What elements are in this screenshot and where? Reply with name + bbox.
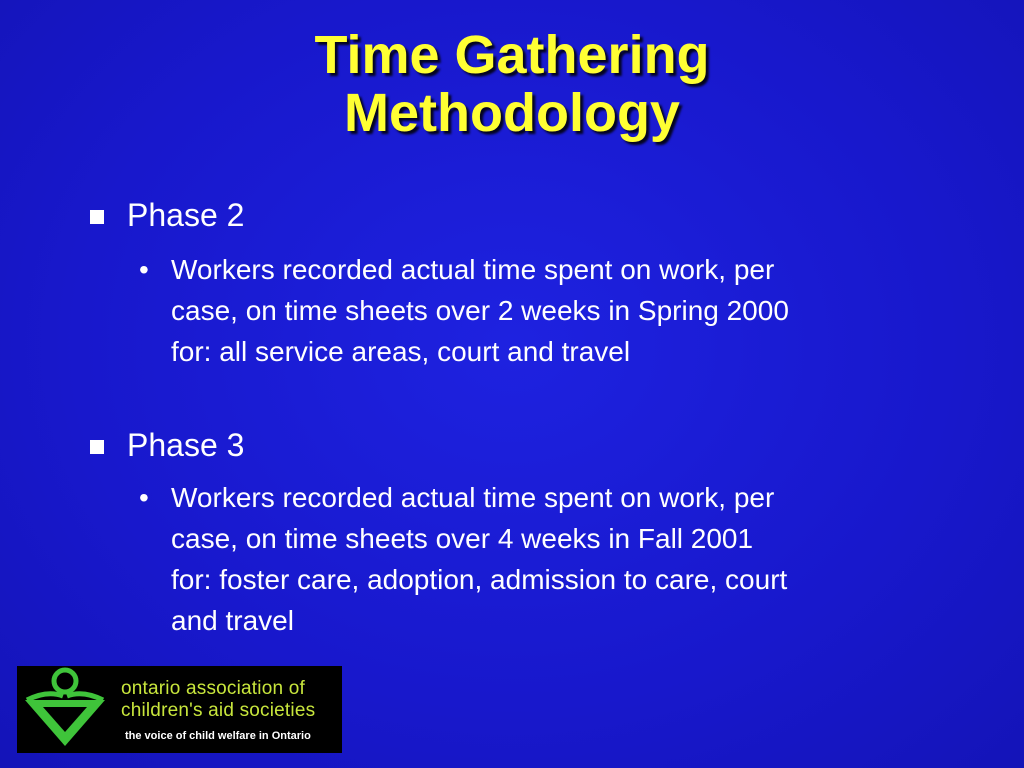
sub-bullet-phase-3 [139,477,939,641]
oacas-logo [17,666,342,753]
sub-bullet-line: case, on time sheets over 2 weeks in Spring 2000 [171,295,789,326]
square-bullet-icon [90,210,104,224]
round-bullet-icon: • [139,254,149,285]
sub-bullet-line: and travel [171,605,294,636]
bullet-heading: Phase 3 [127,427,245,463]
sub-bullet-line: for: foster care, adoption, admission to care, court [171,564,788,595]
logo-tagline: the voice of child welfare in Ontario [125,730,311,742]
square-bullet-icon [90,440,104,454]
sub-bullet-line: case, on time sheets over 4 weeks in Fall 2001 [171,523,754,554]
bullet-heading: Phase 2 [127,197,245,233]
sub-bullet-line: for: all service areas, court and travel [171,336,631,367]
sub-bullet-line: Workers recorded actual time spent on work, per [171,482,775,513]
sub-bullet-line: Workers recorded actual time spent on work, per [171,254,775,285]
sub-bullet-phase-2 [139,249,939,372]
oacas-figure-logo-icon [17,666,117,753]
round-bullet-icon: • [139,482,149,513]
slide-title-line-2: Methodology [344,83,680,143]
slide-title-line-1: Time Gathering [314,25,710,85]
logo-line-2: children's aid societies [121,700,316,721]
logo-line-1: ontario association of [121,678,305,699]
slide-title [0,26,1024,142]
